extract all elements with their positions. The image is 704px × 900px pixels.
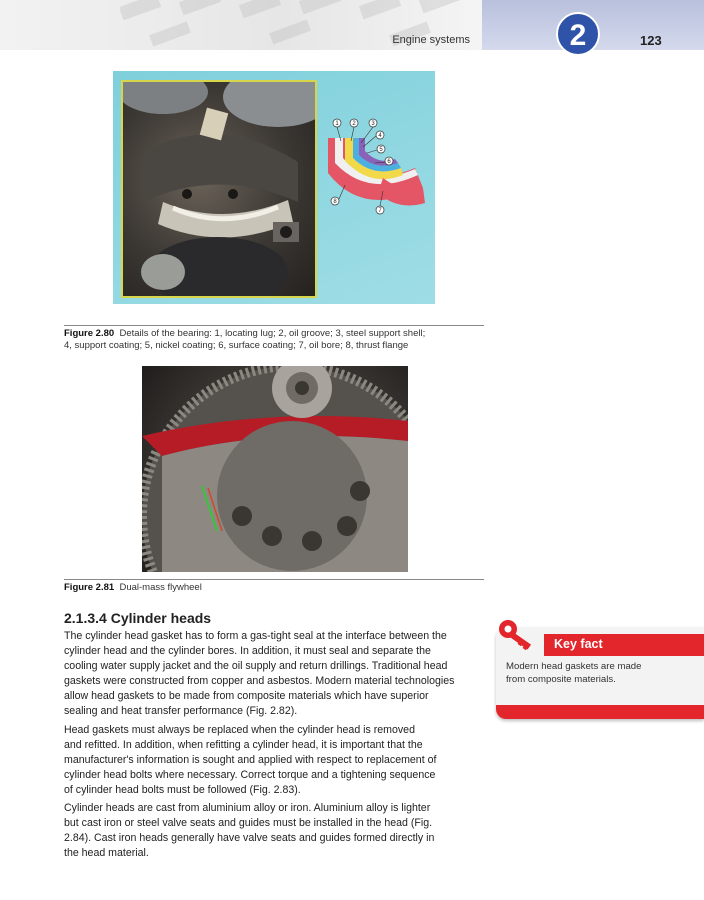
key-fact-text-line: from composite materials. — [506, 673, 616, 685]
diagram-label-1: 1 — [335, 121, 339, 127]
diagram-label-5: 5 — [379, 147, 383, 153]
bearing-photo — [121, 80, 317, 298]
chapter-number-badge: 2 — [556, 12, 600, 56]
running-header-title: Engine systems — [392, 34, 470, 46]
dual-mass-flywheel-photo — [142, 366, 408, 572]
diagram-label-8: 8 — [333, 199, 337, 205]
diagram-label-2: 2 — [352, 121, 356, 127]
paragraph-line: 2.84). Cast iron heads generally have valve seats and guides formed directly in — [64, 832, 435, 844]
key-fact-text-line: Modern head gaskets are made — [506, 661, 642, 672]
paragraph-line: Cylinder heads are cast from aluminium alloy or iron. Aluminium alloy is lighter — [64, 802, 431, 814]
paragraph-line: and refitted. In addition, when refitting a cylinder head, it is important that the — [64, 739, 423, 751]
paragraph-2 — [64, 723, 482, 798]
key-fact-text — [506, 661, 696, 686]
figure-2-80-label: Figure 2.80 — [64, 328, 115, 339]
paragraph-1 — [64, 629, 482, 719]
bearing-layer-diagram — [323, 113, 433, 223]
figure-2-81-caption — [64, 582, 484, 594]
paragraph-line: of cylinder head bolts must be followed (Fig. 2.83). — [64, 784, 301, 796]
diagram-label-6: 6 — [387, 159, 391, 165]
paragraph-line: cylinder head bolts where necessary. Correct torque and a tightening sequence — [64, 769, 436, 781]
paragraph-line: The cylinder head gasket has to form a gas-tight seal at the interface between the — [64, 630, 447, 642]
figure-2-81-caption-rule — [64, 579, 484, 580]
key-fact-box — [496, 617, 704, 719]
figure-2-80-caption-line1: Details of the bearing: 1, locating lug; 2, oil groove; 3, steel support shell; — [119, 328, 426, 339]
paragraph-line: cylinder head and the cylinder bores. In addition, it must seal and separate the — [64, 645, 431, 657]
figure-2-80 — [113, 71, 435, 304]
key-icon — [496, 617, 544, 657]
paragraph-3 — [64, 801, 482, 861]
section-heading: 2.1.3.4 Cylinder heads — [64, 610, 212, 626]
figure-2-80-caption-rule — [64, 325, 484, 326]
figure-2-80-caption-line2: 4, support coating; 5, nickel coating; 6, surface coating; 7, oil bore; 8, thrust flange — [64, 340, 409, 351]
paragraph-line: allow head gaskets to be made from composite materials which have superior — [64, 690, 429, 702]
diagram-label-7: 7 — [378, 208, 382, 214]
paragraph-line: cooling water supply jacket and the oil supply and return drillings. Traditional head — [64, 660, 448, 672]
diagram-label-3: 3 — [371, 121, 375, 127]
figure-2-80-caption — [64, 328, 484, 352]
figure-2-81-label: Figure 2.81 — [64, 582, 115, 593]
key-fact-title: Key fact — [554, 637, 603, 651]
paragraph-line: manufacturer's information is sought and applied with respect to replacement of — [64, 754, 437, 766]
diagram-label-4: 4 — [378, 133, 382, 139]
paragraph-line: gaskets were constructed from copper and asbestos. Modern material technologies — [64, 675, 455, 687]
paragraph-line: the head material. — [64, 847, 149, 859]
paragraph-line: sealing and heat transfer performance (Fig. 2.82). — [64, 705, 298, 717]
figure-2-81-caption-text: Dual-mass flywheel — [119, 582, 202, 593]
bearing-photo-illustration — [123, 82, 317, 298]
paragraph-line: Head gaskets must always be replaced when the cylinder head is removed — [64, 724, 415, 736]
flywheel-photo-illustration — [142, 366, 408, 572]
paragraph-line: but cast iron or steel valve seats and guides must be installed in the head (Fig. — [64, 817, 433, 829]
key-fact-bottom-bar — [496, 705, 704, 719]
page-number: 123 — [640, 33, 662, 48]
